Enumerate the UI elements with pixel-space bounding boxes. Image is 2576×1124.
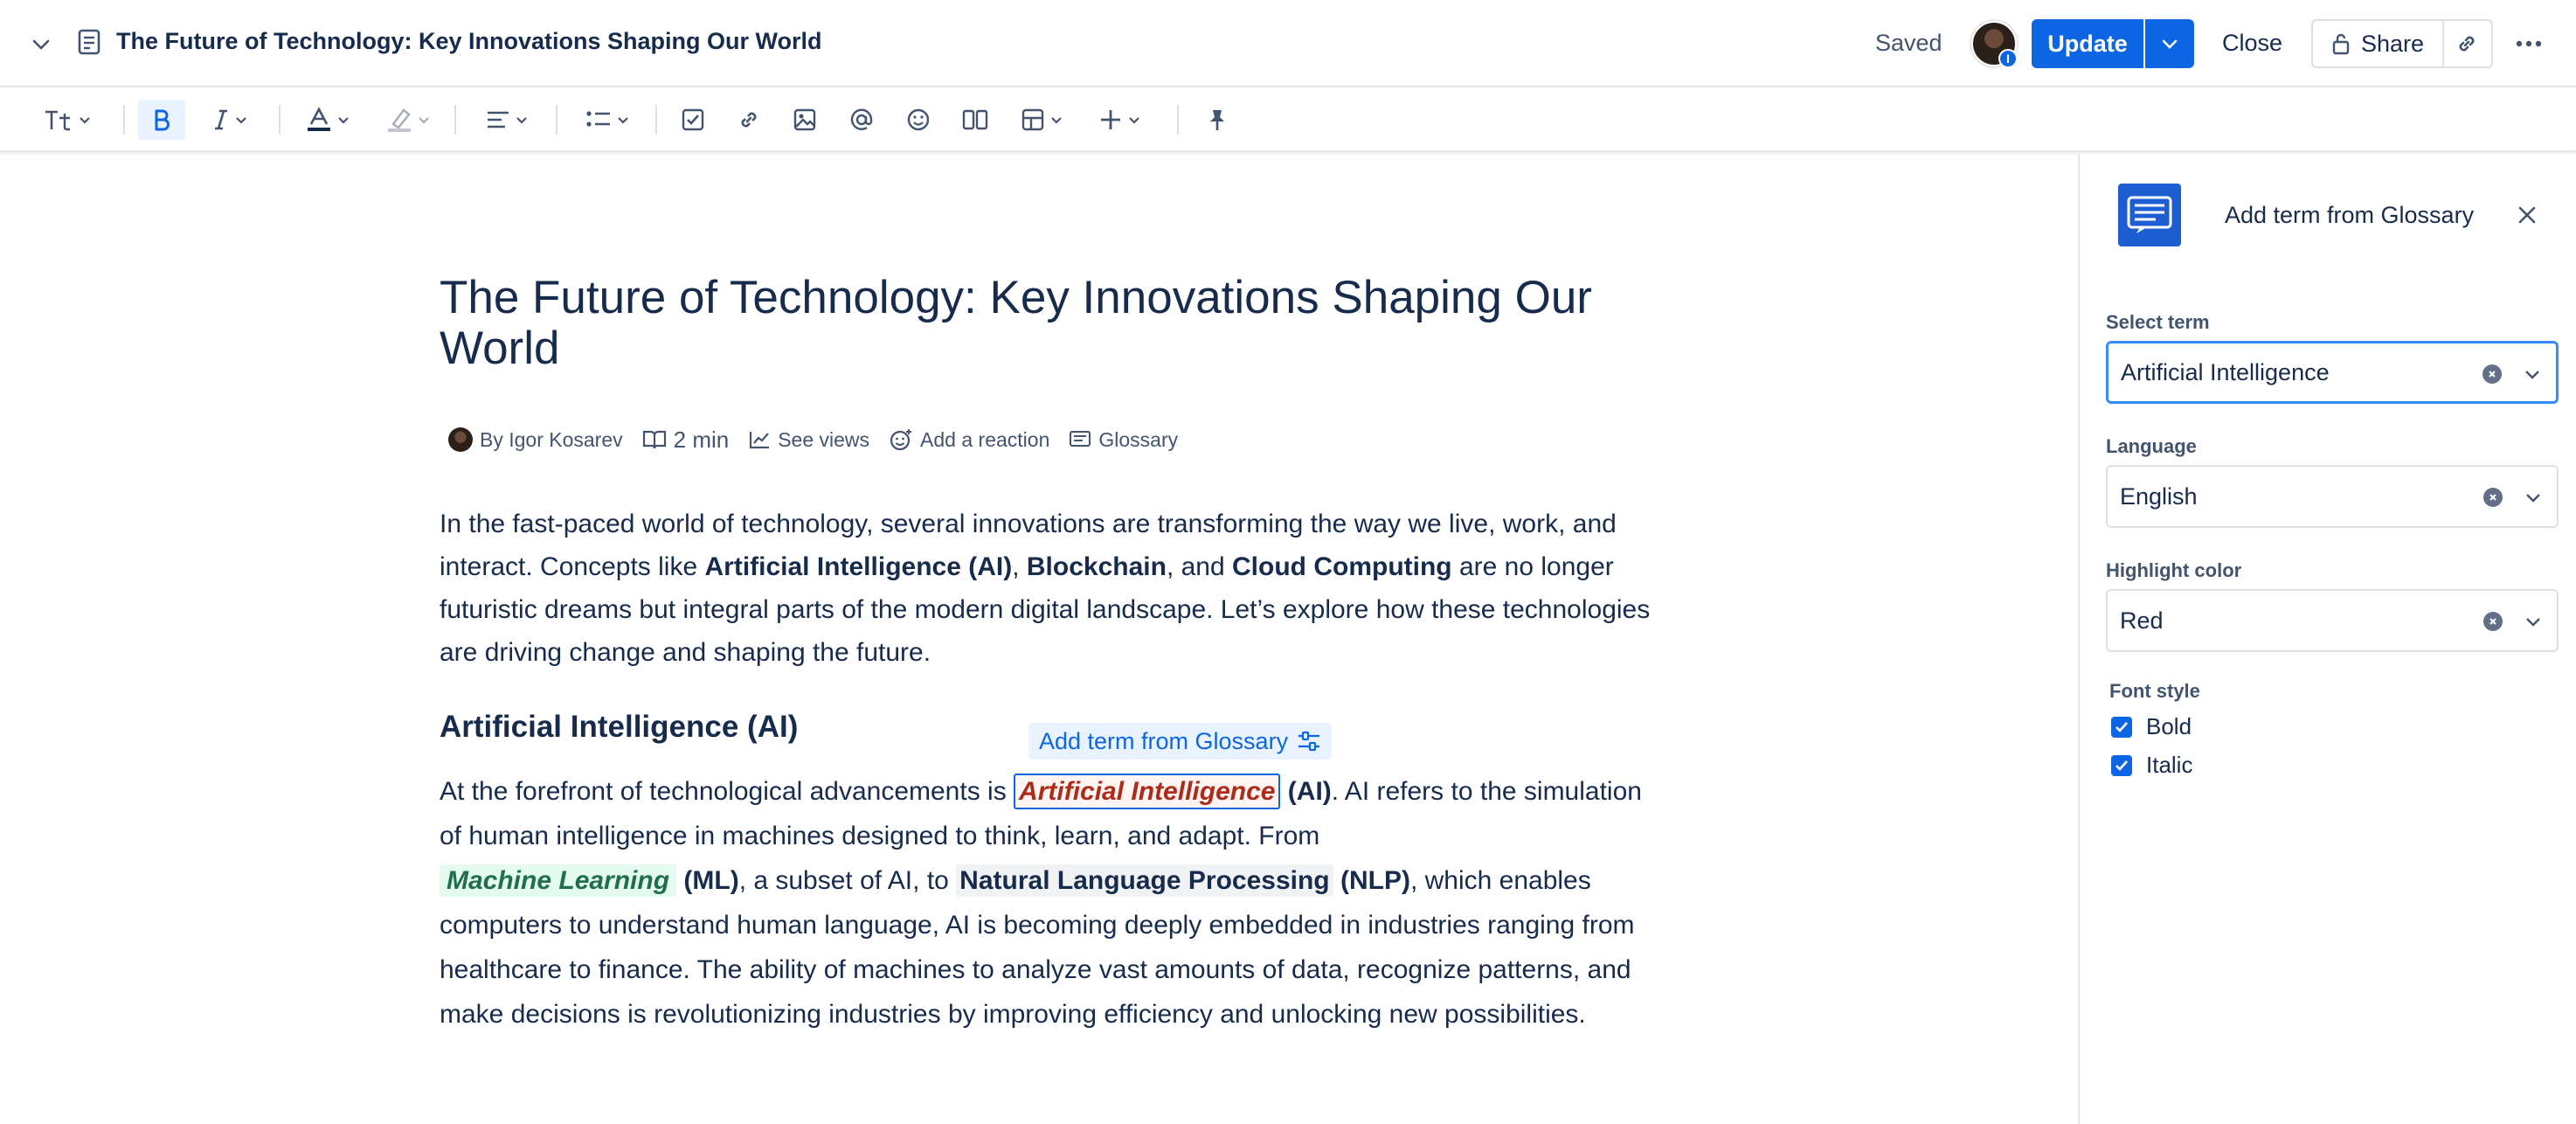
author-link[interactable] (448, 427, 623, 452)
text-color-icon (306, 107, 332, 133)
plus-icon (1098, 108, 1123, 132)
chevron-down-icon[interactable] (2522, 610, 2545, 633)
table-icon (1021, 108, 1045, 132)
mention-button[interactable] (841, 100, 882, 140)
text-style-button[interactable] (35, 100, 100, 140)
glossary-app-icon (2118, 184, 2181, 246)
chevron-down-icon[interactable] (26, 30, 56, 59)
glossary-link[interactable]: Glossary (1069, 428, 1178, 452)
chart-icon (748, 429, 771, 450)
add-reaction-button[interactable]: Add a reaction (889, 427, 1049, 452)
emoji-button[interactable] (898, 100, 938, 140)
bold-checkbox-row[interactable] (2111, 713, 2192, 740)
avatar-badge: I (1998, 49, 2018, 68)
chevron-down-icon (2162, 39, 2178, 49)
select-term-value: Artificial Intelligence (2121, 358, 2330, 385)
lock-icon (2331, 32, 2351, 55)
clear-icon[interactable] (2483, 612, 2503, 631)
bullet-list-icon (585, 110, 612, 129)
read-time: 2 min (642, 427, 730, 454)
link-icon (2455, 31, 2479, 56)
emoji-icon (906, 108, 931, 132)
bold-icon (153, 108, 170, 131)
text-style-icon (44, 108, 73, 131)
table-button[interactable] (1010, 100, 1073, 140)
close-icon[interactable] (2511, 199, 2543, 231)
image-button[interactable] (785, 100, 825, 140)
chevron-down-icon (418, 116, 430, 124)
intro-paragraph[interactable]: In the fast-paced world of technology, several innovations are transforming the way we live, work, and interact. Concepts like Artificial Intelligence (AI), Blockchain, and Cloud Computing are no longer futuristic dreams but integral parts of the modern digital landscape. Let’s explore how these technologies are driving change and shaping the future. (440, 510, 1651, 667)
font-style-label: Font style (2109, 680, 2200, 702)
highlight-color-label: Highlight color (2106, 559, 2242, 581)
update-options-button[interactable] (2145, 19, 2194, 68)
bold-checkbox-label: Bold (2146, 713, 2192, 739)
language-label: Language (2106, 435, 2197, 457)
author-name: By Igor Kosarev (480, 427, 623, 451)
update-button[interactable]: Update (2032, 19, 2143, 68)
italic-checkbox-row[interactable] (2111, 752, 2192, 779)
reaction-icon (889, 427, 913, 452)
select-term-label: Select term (2106, 311, 2210, 333)
avatar (448, 427, 473, 452)
chevron-down-icon (79, 116, 91, 124)
ai-paragraph[interactable]: At the forefront of technological advancements is Artificial Intelligence (AI). AI refers to the simulation of human intelligence in machines designed to think, learn, and adapt. From Machine Learning (ML), a subset of AI, to Natural Language Processing (NLP), which enables computers to understand human language, AI is becoming deeply embedded in industries ranging from healthcare to finance. The ability of machines to analyze vast amounts of data, recognize patterns, and make decisions is revolutionizing industries by improving efficiency and unlocking new possibilities. (440, 769, 1663, 1037)
page-icon (77, 28, 107, 59)
insert-button[interactable] (1088, 100, 1151, 140)
highlight-color-value: Red (2120, 607, 2164, 634)
text-color-button[interactable] (297, 100, 358, 140)
language-dropdown[interactable] (2106, 465, 2559, 528)
clear-icon[interactable] (2483, 488, 2503, 507)
checkbox-checked-icon[interactable] (2111, 717, 2132, 738)
list-button[interactable] (577, 100, 638, 140)
save-status: Saved (1875, 30, 1942, 56)
link-button[interactable] (729, 100, 769, 140)
settings-sliders-icon (1297, 731, 1321, 752)
glossary-term-artificial-intelligence[interactable]: Artificial Intelligence (1014, 774, 1280, 809)
close-button[interactable]: Close (2222, 30, 2283, 56)
chevron-down-icon[interactable] (2522, 486, 2545, 509)
glossary-term-machine-learning[interactable]: Machine Learning (440, 864, 676, 897)
share-button[interactable] (2311, 19, 2444, 68)
select-term-dropdown[interactable] (2106, 341, 2559, 404)
share-label: Share (2360, 30, 2425, 57)
highlighter-icon (386, 107, 412, 133)
glossary-term-nlp[interactable]: Natural Language Processing (956, 864, 1333, 897)
italic-icon (212, 108, 230, 131)
add-term-tooltip-button[interactable]: Add term from Glossary (1028, 723, 1332, 760)
top-header (0, 0, 2576, 87)
copy-link-button[interactable] (2442, 19, 2493, 68)
editor-toolbar (0, 87, 2576, 152)
page-title: The Future of Technology: Key Innovations Shaping Our World (116, 28, 822, 54)
bold-button[interactable] (138, 100, 185, 140)
layout-button[interactable] (955, 100, 995, 140)
italic-checkbox-label: Italic (2146, 752, 2193, 778)
alignment-button[interactable] (476, 100, 537, 140)
task-button[interactable] (673, 100, 713, 140)
at-sign-icon (849, 108, 874, 132)
checkbox-checked-icon[interactable] (2111, 755, 2132, 776)
chevron-down-icon (617, 116, 629, 124)
pin-toolbar-button[interactable] (1197, 100, 1237, 140)
panel-title: Add term from Glossary (2225, 202, 2475, 228)
see-views-link[interactable]: See views (748, 428, 869, 452)
section-heading[interactable]: Artificial Intelligence (AI) (440, 710, 799, 744)
chevron-down-icon[interactable] (2521, 363, 2544, 385)
pin-icon (1207, 108, 1228, 132)
clear-icon[interactable] (2483, 364, 2502, 384)
chevron-down-icon (516, 116, 528, 124)
glossary-icon (1069, 429, 1091, 450)
language-value: English (2120, 482, 2198, 510)
document-title[interactable]: The Future of Technology: Key Innovations Shaping Our World (440, 272, 1592, 374)
book-icon (642, 428, 667, 451)
highlight-button[interactable] (377, 100, 439, 140)
align-left-icon (486, 110, 510, 129)
page-byline (448, 424, 1197, 455)
link-icon (737, 108, 761, 132)
chevron-down-icon (1050, 116, 1063, 124)
highlight-color-dropdown[interactable] (2106, 589, 2559, 652)
glossary-panel (2078, 154, 2576, 1124)
chevron-down-icon (1128, 116, 1140, 124)
chevron-down-icon (337, 116, 350, 124)
columns-icon (962, 108, 988, 131)
italic-button[interactable] (199, 100, 260, 140)
image-icon (793, 108, 817, 132)
more-options-icon[interactable] (2510, 26, 2548, 61)
checkbox-icon (681, 108, 705, 132)
chevron-down-icon (235, 116, 247, 124)
